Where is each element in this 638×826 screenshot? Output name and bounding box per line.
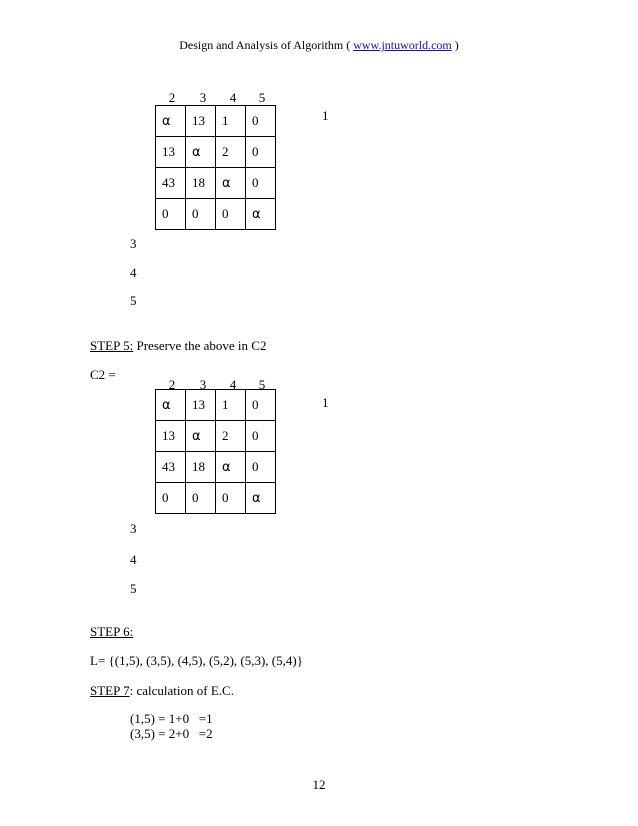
matrix-cell: 0 <box>216 483 246 514</box>
matrix1-row-label: 3 <box>130 236 137 251</box>
matrix1-col-header: 5 <box>258 90 266 105</box>
matrix-cell: 0 <box>186 199 216 230</box>
matrix-cell: α <box>246 483 276 514</box>
matrix-cell: 0 <box>246 421 276 452</box>
matrix-cell: 0 <box>246 390 276 421</box>
matrix1-row-label: 5 <box>130 293 137 308</box>
l-set-line: L= {(1,5), (3,5), (4,5), (5,2), (5,3), (5,4)} <box>90 653 303 668</box>
matrix-cell: 2 <box>216 137 246 168</box>
matrix-row <box>156 421 276 452</box>
matrix-cell: 1 <box>216 106 246 137</box>
matrix1-col-header: 3 <box>199 90 207 105</box>
matrix-cell: 0 <box>246 168 276 199</box>
matrix-cell: 13 <box>156 421 186 452</box>
page-header <box>0 38 638 53</box>
step6-label: STEP 6: <box>90 624 134 639</box>
matrix-row <box>156 106 276 137</box>
calculation-line: (1,5) = 1+0 =1 <box>130 711 213 726</box>
matrix-cell: 43 <box>156 168 186 199</box>
calculation-line: (3,5) = 2+0 =2 <box>130 726 213 741</box>
matrix-cell: α <box>246 199 276 230</box>
matrix-cell: 0 <box>186 483 216 514</box>
matrix1-col-header: 2 <box>168 90 176 105</box>
matrix-cell: α <box>156 106 186 137</box>
matrix-cell: α <box>186 421 216 452</box>
matrix2-row-label: 3 <box>130 521 137 536</box>
matrix-cell: 13 <box>186 390 216 421</box>
matrix1-col-header: 4 <box>229 90 237 105</box>
c2-label: C2 = <box>90 367 116 382</box>
step5-text: Preserve the above in C2 <box>133 338 267 353</box>
step7-label: STEP 7 <box>90 683 130 698</box>
matrix1-side-label: 1 <box>322 108 329 123</box>
matrix-cell: 0 <box>216 199 246 230</box>
matrix2-col-header: 5 <box>258 377 266 392</box>
matrix2-col-header: 3 <box>199 377 207 392</box>
matrix-row <box>156 168 276 199</box>
matrix-cell: α <box>216 168 246 199</box>
matrix2 <box>155 389 276 514</box>
page-number: 12 <box>312 777 326 792</box>
matrix-cell: 0 <box>246 137 276 168</box>
matrix2-row-label: 5 <box>130 581 137 596</box>
matrix2-col-header: 4 <box>229 377 237 392</box>
matrix-row <box>156 137 276 168</box>
header-link[interactable]: www.jntuworld.com <box>353 38 452 52</box>
matrix-cell: 43 <box>156 452 186 483</box>
matrix-cell: 13 <box>186 106 216 137</box>
matrix-cell: α <box>156 390 186 421</box>
matrix2-col-header: 2 <box>168 377 176 392</box>
matrix2-row-label: 4 <box>130 552 137 567</box>
matrix-cell: 1 <box>216 390 246 421</box>
matrix1 <box>155 105 276 230</box>
matrix-row <box>156 199 276 230</box>
matrix-cell: 0 <box>156 483 186 514</box>
matrix-row <box>156 483 276 514</box>
matrix-cell: 0 <box>246 452 276 483</box>
matrix-row <box>156 390 276 421</box>
matrix-cell: 2 <box>216 421 246 452</box>
matrix-cell: α <box>186 137 216 168</box>
matrix-cell: 18 <box>186 168 216 199</box>
matrix1-row-label: 4 <box>130 265 137 280</box>
matrix-cell: α <box>216 452 246 483</box>
step7-text: : calculation of E.C. <box>129 683 234 698</box>
matrix-cell: 0 <box>246 106 276 137</box>
matrix2-side-label: 1 <box>322 395 329 410</box>
matrix-row <box>156 452 276 483</box>
step5-label: STEP 5: <box>90 338 134 353</box>
matrix-cell: 0 <box>156 199 186 230</box>
matrix-cell: 13 <box>156 137 186 168</box>
header-suffix: ) <box>451 38 459 52</box>
step7-line <box>90 683 234 699</box>
step5-line <box>90 338 266 354</box>
header-title: Design and Analysis of Algorithm ( <box>179 38 354 52</box>
matrix-cell: 18 <box>186 452 216 483</box>
